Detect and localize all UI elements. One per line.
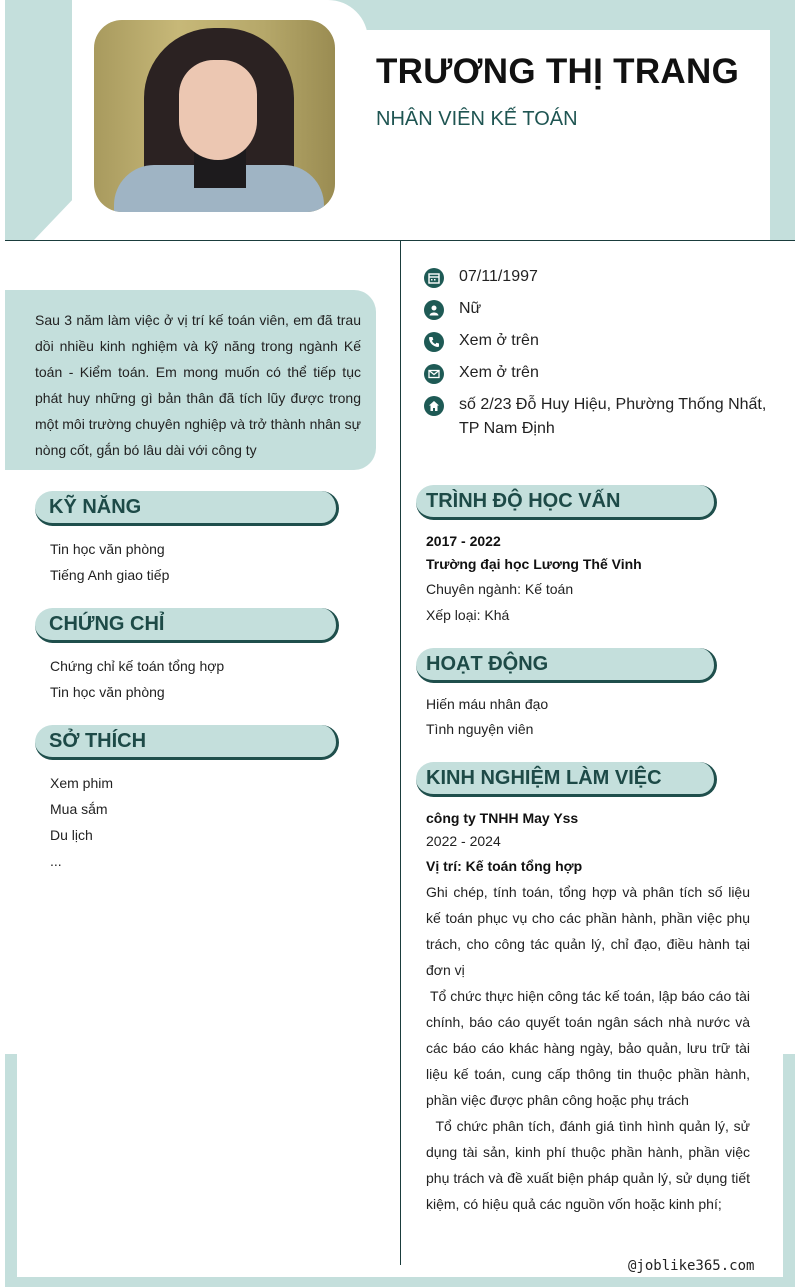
experience-heading-label: KINH NGHIỆM LÀM VIỆC	[426, 767, 662, 789]
objective-text: Sau 3 năm làm việc ở vị trí kế toán viên, em đã trau dồi nhiều kinh nghiệm và kỹ năng trong ngành Kế toán - Kiểm toán. Em mong muốn có thể tiếp tục phát huy những gì bản thân đã tích lũy được trong một môi trường chuyên nghiệp và trở thành nhân sự nòng cốt, gắn bó lâu dài với công ty	[35, 312, 361, 458]
education-heading-label: TRÌNH ĐỘ HỌC VẤN	[426, 490, 621, 512]
education-school: Trường đại học Lương Thế Vinh	[426, 556, 642, 572]
gender-text: Nữ	[459, 300, 482, 317]
certificate-item: Tin học văn phòng	[50, 684, 165, 700]
bottom-band-left	[5, 1054, 17, 1287]
activity-item: Tình nguyện viên	[426, 721, 534, 737]
address-line-1: số 2/23 Đỗ Huy Hiệu, Phường Thống Nhất,	[459, 396, 767, 413]
education-grade: Xếp loại: Khá	[426, 607, 510, 623]
calendar-icon	[424, 268, 444, 288]
education-major: Chuyên ngành: Kế toán	[426, 581, 574, 597]
activity-item: Hiến máu nhân đạo	[426, 696, 549, 712]
experience-position: Vị trí: Kế toán tổng hợp	[426, 858, 583, 874]
certificate-item: Chứng chỉ kế toán tổng hợp	[50, 658, 225, 674]
experience-duty: Ghi chép, tính toán, tổng hợp và phân tích số liệu kế toán phục vụ cho các phần hành, phần việc phụ trách, cho công tác quản lý, chỉ đạo, điều hành tại đơn vị	[426, 884, 750, 978]
experience-duty: Tổ chức thực hiện công tác kế toán, lập báo cáo tài chính, báo cáo quyết toán ngân sách nhà nước và các báo cáo khác hàng ngày, bảo quản, lưu trữ tài liệu kế toán, cung cấp thông tin thuộc phần hành, phần việc được phân công hoặc phụ trách	[426, 988, 754, 1108]
email-text: Xem ở trên	[459, 364, 539, 381]
activities-heading	[416, 648, 717, 683]
address-line-2: TP Nam Định	[459, 420, 555, 437]
hobby-item: Xem phim	[50, 775, 114, 791]
mail-icon	[424, 364, 444, 384]
experience-heading	[416, 762, 717, 797]
person-icon	[424, 300, 444, 320]
hobbies-heading-label: SỞ THÍCH	[49, 730, 147, 752]
skill-item: Tin học văn phòng	[50, 541, 165, 557]
skills-heading-label: KỸ NĂNG	[49, 496, 142, 518]
experience-duty: Tổ chức phân tích, đánh giá tình hình quản lý, sử dụng tài sản, kinh phí thuộc phần hành, phần việc phụ trách và đề xuất biện pháp quản lý, sử dụng tiết kiệm, có hiệu quả các nguồn vốn hoặc kinh phí;	[426, 1118, 754, 1212]
certificates-heading-label: CHỨNG CHỈ	[49, 613, 165, 635]
profile-photo	[94, 20, 335, 212]
hobby-item: Du lịch	[50, 827, 93, 843]
education-heading	[416, 485, 717, 520]
hobby-item: Mua sắm	[50, 801, 108, 817]
job-title: NHÂN VIÊN KẾ TOÁN	[376, 108, 578, 130]
bottom-band-right	[783, 1054, 795, 1287]
photo-frame-tail	[34, 196, 76, 240]
phone-text: Xem ở trên	[459, 332, 539, 349]
hobby-item: ...	[50, 853, 62, 869]
watermark-footer: @joblike365.com	[628, 1258, 755, 1274]
education-period: 2017 - 2022	[426, 533, 501, 549]
birthday-text: 07/11/1997	[459, 268, 538, 285]
experience-period: 2022 - 2024	[426, 833, 501, 849]
activities-heading-label: HOẠT ĐỘNG	[426, 653, 549, 675]
experience-company: công ty TNHH May Yss	[426, 810, 579, 826]
hobbies-heading	[35, 725, 339, 760]
skill-item: Tiếng Anh giao tiếp	[50, 567, 170, 583]
phone-icon	[424, 332, 444, 352]
bottom-band	[5, 1277, 795, 1287]
certificates-heading	[35, 608, 339, 643]
skills-heading	[35, 491, 339, 526]
career-objective	[5, 290, 376, 470]
candidate-name: TRƯƠNG THỊ TRANG	[376, 52, 740, 91]
column-divider	[400, 240, 401, 1265]
home-icon	[424, 396, 444, 416]
